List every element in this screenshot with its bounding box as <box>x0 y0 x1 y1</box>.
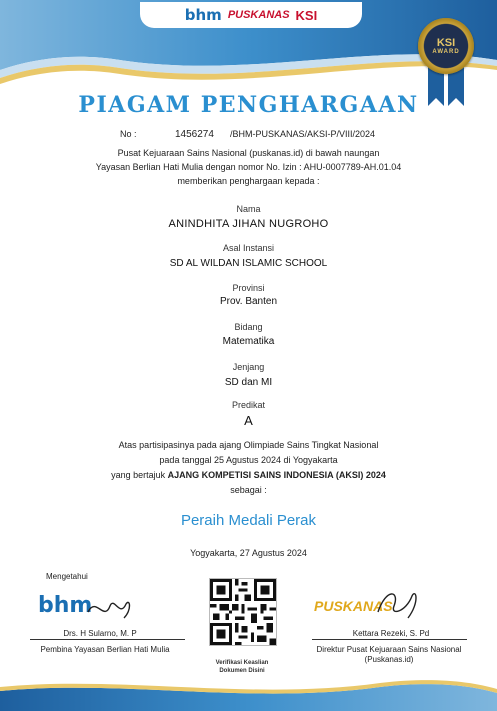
institution-value: SD AL WILDAN ISLAMIC SCHOOL <box>169 258 328 269</box>
closing-line-3 <box>0 470 497 480</box>
closing-line-1: Atas partisipasinya pada ajang Olimpiade Sains Tingkat Nasional <box>118 440 379 450</box>
right-signer-title-2: (Puskanas.id) <box>364 655 414 664</box>
bhm-signature-logo: bhm <box>38 593 93 618</box>
place-date: Yogyakarta, 27 Agustus 2024 <box>190 548 307 558</box>
certificate-number: 1456274 <box>175 129 214 140</box>
right-signature-scribble-icon <box>372 582 422 626</box>
left-signature-scribble-icon <box>86 592 134 626</box>
grade-value: A <box>244 413 253 428</box>
ksi-logo: KSI <box>295 7 318 23</box>
right-signer-name: Kettara Rezeki, S. Pd <box>352 629 430 638</box>
qr-code-icon[interactable] <box>209 578 277 646</box>
field-label: Bidang <box>234 322 263 332</box>
acknowledged-label: Mengetahui <box>46 572 88 581</box>
closing-line-4: sebagai : <box>230 485 267 495</box>
institution-label: Asal Instansi <box>222 243 275 253</box>
verification-line-2: Dokumen Disini <box>219 668 265 674</box>
event-name: AJANG KOMPETISI SAINS INDONESIA (AKSI) 2024 <box>167 470 386 480</box>
header-logos <box>140 2 362 28</box>
level-label: Jenjang <box>232 362 265 372</box>
bottom-border-band <box>0 675 497 711</box>
certificate-reference: /BHM-PUSKANAS/AKSI-P/VIII/2024 <box>230 129 376 139</box>
seal-text-ksi: KSI <box>436 37 456 49</box>
intro-line-1: Pusat Kejuaraan Sains Nasional (puskanas.id) di bawah naungan <box>117 148 380 158</box>
field-value: Matematika <box>222 336 275 347</box>
bhm-logo: bhm <box>184 6 222 24</box>
left-signature-line <box>30 639 185 640</box>
right-signature-line <box>312 639 467 640</box>
closing-line-3-prefix: yang bertajuk <box>111 470 168 480</box>
ksi-award-seal-icon <box>418 18 474 74</box>
right-signer-title-1: Direktur Pusat Kejuaraan Sains Nasional <box>316 645 462 654</box>
verification-caption <box>190 659 294 675</box>
province-label: Provinsi <box>232 283 265 293</box>
certificate-title: PIAGAM PENGHARGAAN <box>78 92 419 118</box>
puskanas-signature-logo: PUSKANAS <box>314 598 393 614</box>
province-value: Prov. Banten <box>219 296 278 307</box>
recipient-name: ANINDHITA JIHAN NUGROHO <box>168 218 329 230</box>
verification-line-1: Verifikasi Keaslian <box>215 660 269 666</box>
left-signer-name: Drs. H Sularno, M. P <box>63 629 137 638</box>
name-label: Nama <box>236 204 261 214</box>
intro-line-2: Yayasan Berlian Hati Mulia dengan nomor No. Izin : AHU-0007789-AH.01.04 <box>95 162 402 172</box>
seal-text-award: AWARD <box>432 49 460 55</box>
intro-line-3: memberikan penghargaan kepada : <box>177 176 320 186</box>
achievement-title: Peraih Medali Perak <box>180 512 317 529</box>
grade-label: Predikat <box>231 400 266 410</box>
left-signer-title: Pembina Yayasan Berlian Hati Mulia <box>40 645 170 654</box>
level-value: SD dan MI <box>224 377 273 388</box>
puskanas-logo: PUSKANAS <box>227 9 290 21</box>
number-label: No : <box>120 129 137 139</box>
closing-line-2: pada tanggal 25 Agustus 2024 di Yogyakarta <box>159 455 338 465</box>
